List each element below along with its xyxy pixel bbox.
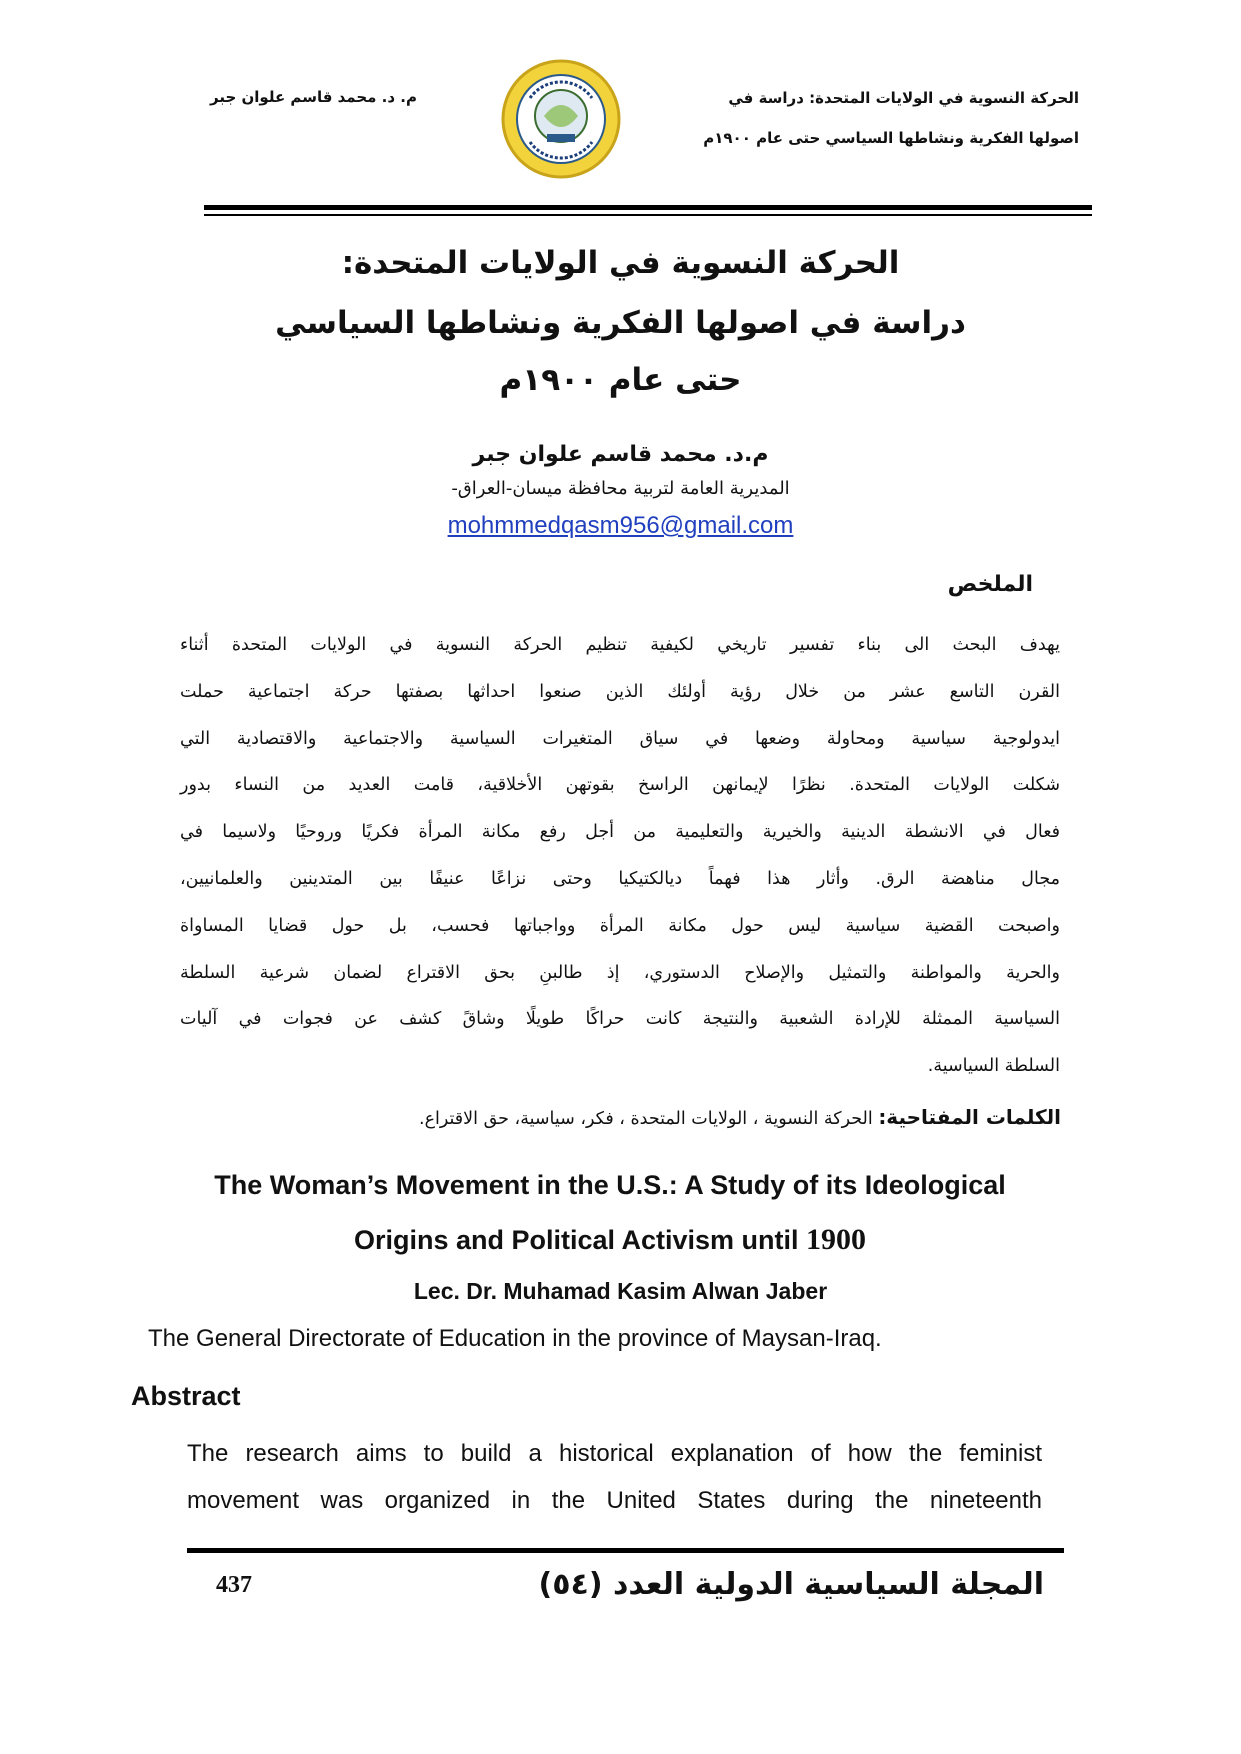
arabic-abstract-line: يهدف البحث الى بناء تفسير تاريخي لكيفية تنظيم الحركة النسوية في الولايات المتحدة أثناء xyxy=(180,635,1060,655)
english-title-line2-wrap xyxy=(0,1223,1220,1257)
english-affiliation: The General Directorate of Education in the province of Maysan-Iraq. xyxy=(148,1325,882,1352)
english-title-line2: Origins and Political Activism until xyxy=(353,1225,799,1255)
english-abstract-line: movement was organized in the United States during the nineteenth xyxy=(187,1487,1042,1514)
arabic-title-line1: الحركة النسوية في الولايات المتحدة: xyxy=(341,245,900,281)
footer-rule xyxy=(187,1548,1064,1553)
english-abstract-line: The research aims to build a historical explanation of how the feminist xyxy=(187,1440,1042,1467)
arabic-abstract-line: ايدولوجية سياسية ومحاولة وضعها في سياق المتغيرات السياسية والاجتماعية والاقتصادية التي xyxy=(180,728,1060,749)
arabic-abstract-line: القرن التاسع عشر من خلال رؤية أولئك الذين صنعوا احداثها بصفتها حركة اجتماعية حملت xyxy=(180,681,1060,702)
header-title-line1: الحركة النسوية في الولايات المتحدة: دراسة في xyxy=(728,89,1079,107)
arabic-abstract-line: مجال مناهضة الرق. وأثار هذا فهماً ديالكتيكيا وحتى نزاعًا عنيفًا بين المتدينين والعلمانيين، xyxy=(180,868,1060,889)
page-number: 437 xyxy=(216,1572,252,1598)
header-author: م. د. محمد قاسم علوان جبر xyxy=(210,88,417,106)
arabic-abstract-line: السياسية الممثلة للإرادة الشعبية والنتيجة كانت حراكًا طويلًا وشاقً كشف عن فجوات في آليات xyxy=(180,1009,1060,1030)
journal-name: المجلة السياسية الدولية العدد (٥٤) xyxy=(538,1567,1044,1602)
arabic-title-line2: دراسة في اصولها الفكرية ونشاطها السياسي xyxy=(275,305,966,341)
english-abstract-body xyxy=(187,1430,1042,1524)
university-seal-logo xyxy=(500,58,622,180)
arabic-abstract-line: شكلت الولايات المتحدة. نظرًا لإيمانهن الراسخ بقوتهن الأخلاقية، قامت العديد من النساء بدور xyxy=(180,775,1060,796)
header-running-title xyxy=(659,78,1079,158)
arabic-affiliation: المديرية العامة لتربية محافظة ميسان-العراق- xyxy=(451,478,790,499)
english-title-year: 1900 xyxy=(806,1223,867,1256)
header-rule-thin xyxy=(204,214,1092,216)
header-title-line2: اصولها الفكرية ونشاطها السياسي حتى عام ١٩٠٠م xyxy=(703,129,1079,147)
arabic-abstract-line: واصبحت القضية سياسية ليس حول مكانة المرأة وواجباتها فحسب، بل حول قضايا المساواة xyxy=(180,915,1060,936)
arabic-keywords-list: الحركة النسوية ، الولايات المتحدة ، فكر، سياسية، حق الاقتراع. xyxy=(419,1109,879,1129)
english-title-line1: The Woman’s Movement in the U.S.: A Study of its Ideological xyxy=(214,1170,1006,1200)
arabic-abstract-line: السلطة السياسية. xyxy=(927,1056,1060,1077)
seal-emblem-icon xyxy=(500,58,622,180)
arabic-abstract-body xyxy=(180,622,1060,1090)
english-abstract-heading: Abstract xyxy=(131,1381,241,1411)
english-author: Lec. Dr. Muhamad Kasim Alwan Jaber xyxy=(413,1278,828,1304)
arabic-keywords xyxy=(419,1105,1061,1129)
author-email-link[interactable]: mohmmedqasm956@gmail.com xyxy=(447,512,794,539)
arabic-keywords-label: الكلمات المفتاحية: xyxy=(878,1105,1061,1129)
arabic-abstract-heading: الملخص xyxy=(947,572,1033,597)
arabic-abstract-line: والحرية والمواطنة والتمثيل والإصلاح الدستوري، إذ طالبنِ بحق الاقتراع لضمان شرعية السلطة xyxy=(180,962,1060,983)
arabic-author: م.د. محمد قاسم علوان جبر xyxy=(472,442,769,467)
header-rule-thick xyxy=(204,205,1092,210)
arabic-title-line3: حتى عام ١٩٠٠م xyxy=(499,362,742,398)
arabic-abstract-line: فعال في الانشطة الدينية والخيرية والتعليمية من أجل رفع مكانة المرأة فكريًا وروحيًا ولاسيما في xyxy=(180,822,1060,843)
